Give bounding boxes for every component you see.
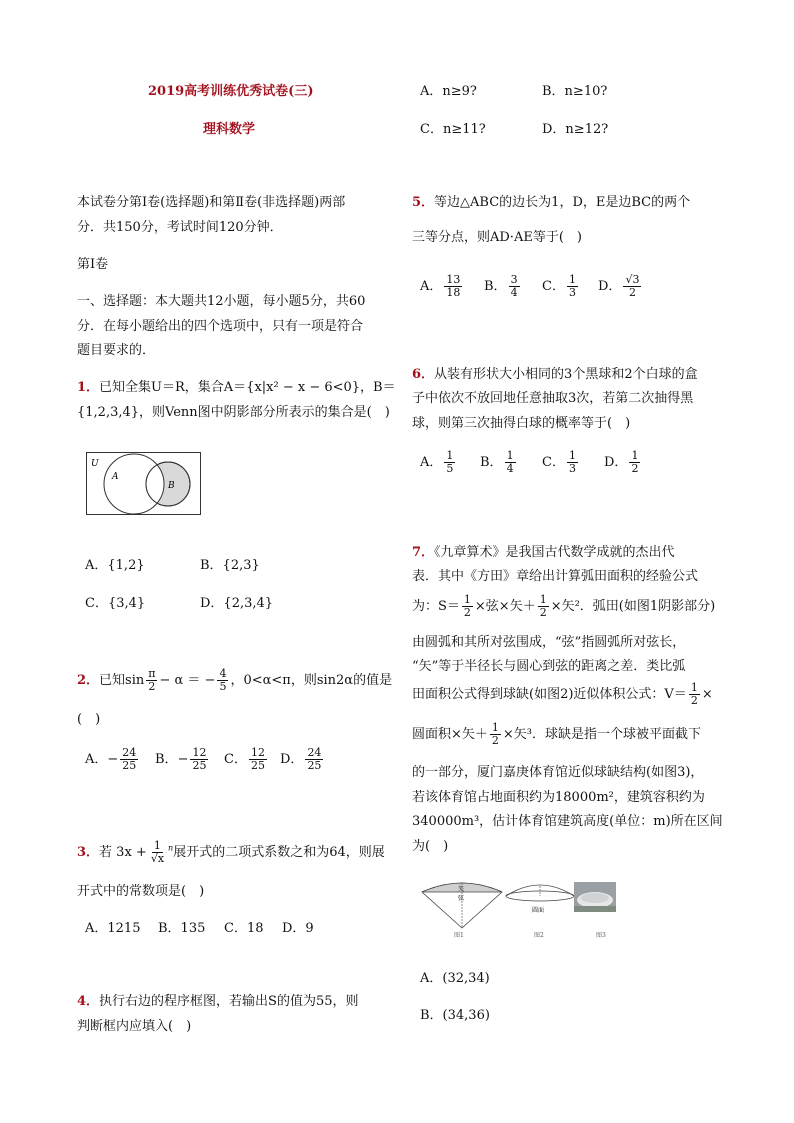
q2-option-a[interactable]: A．− $\frac{24}{25}$: [85, 746, 137, 772]
q3-option-c[interactable]: C．18: [224, 921, 264, 936]
q6-option-a[interactable]: A． $\frac{1}{5}$: [420, 449, 454, 475]
question-4-line2: 判断框内应填入( ): [77, 1019, 192, 1034]
figure-2-spherical-cap: [506, 885, 574, 914]
q4-option-c[interactable]: C．n≥11?: [420, 122, 486, 137]
exam-title: 2019高考训练优秀试卷(三): [148, 84, 314, 99]
q3-option-d[interactable]: D．9: [282, 921, 314, 936]
venn-label-u: U: [91, 459, 99, 469]
q3-option-a[interactable]: A．1215: [85, 921, 141, 936]
q7-option-b[interactable]: B．(34,36): [420, 1008, 490, 1023]
question-3-stem: 3．若 3x + $\frac{1}{√x}$ $^n$展开式的二项式系数之和为64，则展: [77, 839, 385, 865]
question-6-stem: 6．从装有形状大小相同的3个黑球和2个白球的盒: [412, 367, 698, 382]
question-6-line3: 球，则第三次抽得白球的概率等于( ): [412, 416, 631, 431]
exam-subject: 理科数学: [203, 122, 256, 137]
q1-option-c[interactable]: C．{3,4}: [85, 596, 146, 611]
part-intro-1: 一、选择题：本大题共12小题，每小题5分，共60: [77, 294, 366, 309]
question-7-number: 7．: [412, 545, 435, 560]
question-7-line11: 为( ): [412, 839, 449, 854]
question-2-number: 2．: [77, 673, 100, 688]
q5-option-a[interactable]: A． $\frac{13}{18}$: [420, 273, 461, 299]
question-7-line4: 由圆弧和其所对弦围成，“弦”指圆弧所对弦长，: [412, 635, 686, 650]
question-1-stem: [77, 376, 396, 395]
q4-option-b[interactable]: B．n≥10?: [542, 84, 608, 99]
q6-option-b[interactable]: B． $\frac{1}{4}$: [480, 449, 514, 475]
venn-diagram: [86, 452, 202, 516]
question-1-number: 1．: [77, 380, 100, 395]
q2-option-b[interactable]: B．− $\frac{12}{25}$: [155, 746, 207, 772]
q1-option-b[interactable]: B．{2,3}: [200, 558, 260, 573]
figure-1-arc-segment: [422, 883, 502, 928]
q2-option-c[interactable]: C． $\frac{12}{25}$: [224, 746, 265, 772]
question-3-number: 3．: [77, 845, 100, 860]
q4-option-a[interactable]: A．n≥9?: [420, 84, 477, 99]
question-2-paren: ( ): [77, 712, 101, 727]
question-3-line2: 开式中的常数项是( ): [77, 884, 205, 899]
question-7-line6: 田面积公式得到球缺(如图2)近似体积公式：V＝ $\frac{1}{2}$ ×: [412, 681, 713, 707]
q6-option-c[interactable]: C． $\frac{1}{3}$: [542, 449, 576, 475]
svg-text:矢: 矢: [458, 886, 465, 893]
q2-option-d[interactable]: D． $\frac{24}{25}$: [280, 746, 322, 772]
part-intro-3: 题目要求的．: [77, 343, 156, 358]
question-6-number: 6．: [412, 367, 435, 382]
figure-3-label: 图3: [596, 932, 606, 939]
figure-1-label: 图1: [454, 932, 464, 939]
venn-label-a: A: [112, 472, 119, 482]
question-5-line2: 三等分点，则AD·AE等于( ): [412, 230, 582, 245]
question-7-line3: 为：S＝ $\frac{1}{2}$ ×弦×矢＋ $\frac{1}{2}$ ×矢²．弧田(如图1阴影部分): [412, 593, 716, 619]
q5-option-d[interactable]: D． $\frac{√3}{2}$: [598, 273, 640, 299]
question-1-line1: 已知全集U＝R，集合A＝{x|x² − x − 6<0}，B＝: [99, 380, 396, 395]
venn-label-b: B: [168, 481, 175, 491]
question-7-line7: 圆面积×矢＋ $\frac{1}{2}$ ×矢³．球缺是指一个球被平面截下: [412, 721, 702, 747]
question-2-stem: 2．已知sin $\frac{\pi}{2}$ − α ＝ − $\frac{4}{5}$ ，0<α<π，则sin2α的值是: [77, 667, 393, 693]
q1-option-d[interactable]: D．{2,3,4}: [200, 596, 274, 611]
q1-option-a[interactable]: A．{1,2}: [85, 558, 145, 573]
four-fifths: $\frac{4}{5}$: [219, 667, 227, 693]
question-7-line8: 的一部分，厦门嘉庚体育馆近似球缺结构(如图3)，: [412, 765, 704, 780]
q3-option-b[interactable]: B．135: [158, 921, 206, 936]
q5-option-b[interactable]: B． $\frac{3}{4}$: [484, 273, 518, 299]
intro-line1: 本试卷分第Ⅰ卷(选择题)和第Ⅱ卷(非选择题)两部: [77, 195, 346, 210]
intro-line2: 分．共150分，考试时间120分钟．: [77, 220, 283, 235]
q7-figures: [418, 880, 648, 940]
pi-over-2: $\frac{\pi}{2}$: [148, 667, 156, 693]
figure-3-stadium-photo: [574, 882, 616, 912]
q6-option-d[interactable]: D． $\frac{1}{2}$: [604, 449, 639, 475]
question-1-line2: {1,2,3,4}，则Venn图中阴影部分所表示的集合是( ): [77, 405, 390, 420]
question-7-line9: 若该体育馆占地面积约为18000m²，建筑容积约为: [412, 790, 705, 805]
question-7-stem: 7．《九章算术》是我国古代数学成就的杰出代: [412, 545, 675, 560]
question-4-stem: 4．执行右边的程序框图，若输出S的值为55，则: [77, 994, 359, 1009]
question-4-number: 4．: [77, 994, 100, 1009]
question-7-line5: “矢”等于半径长与圆心到弦的距离之差．类比弧: [412, 659, 686, 674]
one-over-root-x: $\frac{1}{√x}$: [150, 839, 165, 865]
question-7-line10: 340000m³，估计体育馆建筑高度(单位：m)所在区间: [412, 814, 723, 829]
svg-text:圆面: 圆面: [532, 907, 545, 914]
part-intro-2: 分．在每小题给出的四个选项中，只有一项是符合: [77, 319, 364, 334]
question-6-line2: 子中依次不放回地任意抽取3次，若第二次抽得黑: [412, 391, 694, 406]
question-5-number: 5．: [412, 195, 435, 210]
q4-option-d[interactable]: D．n≥12?: [542, 122, 609, 137]
figure-2-label: 图2: [534, 932, 544, 939]
question-5-stem: 5．等边△ABC的边长为1，D，E是边BC的两个: [412, 195, 691, 210]
q7-option-a[interactable]: A．(32,34): [420, 971, 490, 986]
q5-option-c[interactable]: C． $\frac{1}{3}$: [542, 273, 576, 299]
svg-text:弦: 弦: [458, 895, 465, 902]
question-7-line2: 表．其中《方田》章给出计算弧田面积的经验公式: [412, 569, 699, 584]
section-title: 第Ⅰ卷: [77, 257, 109, 272]
